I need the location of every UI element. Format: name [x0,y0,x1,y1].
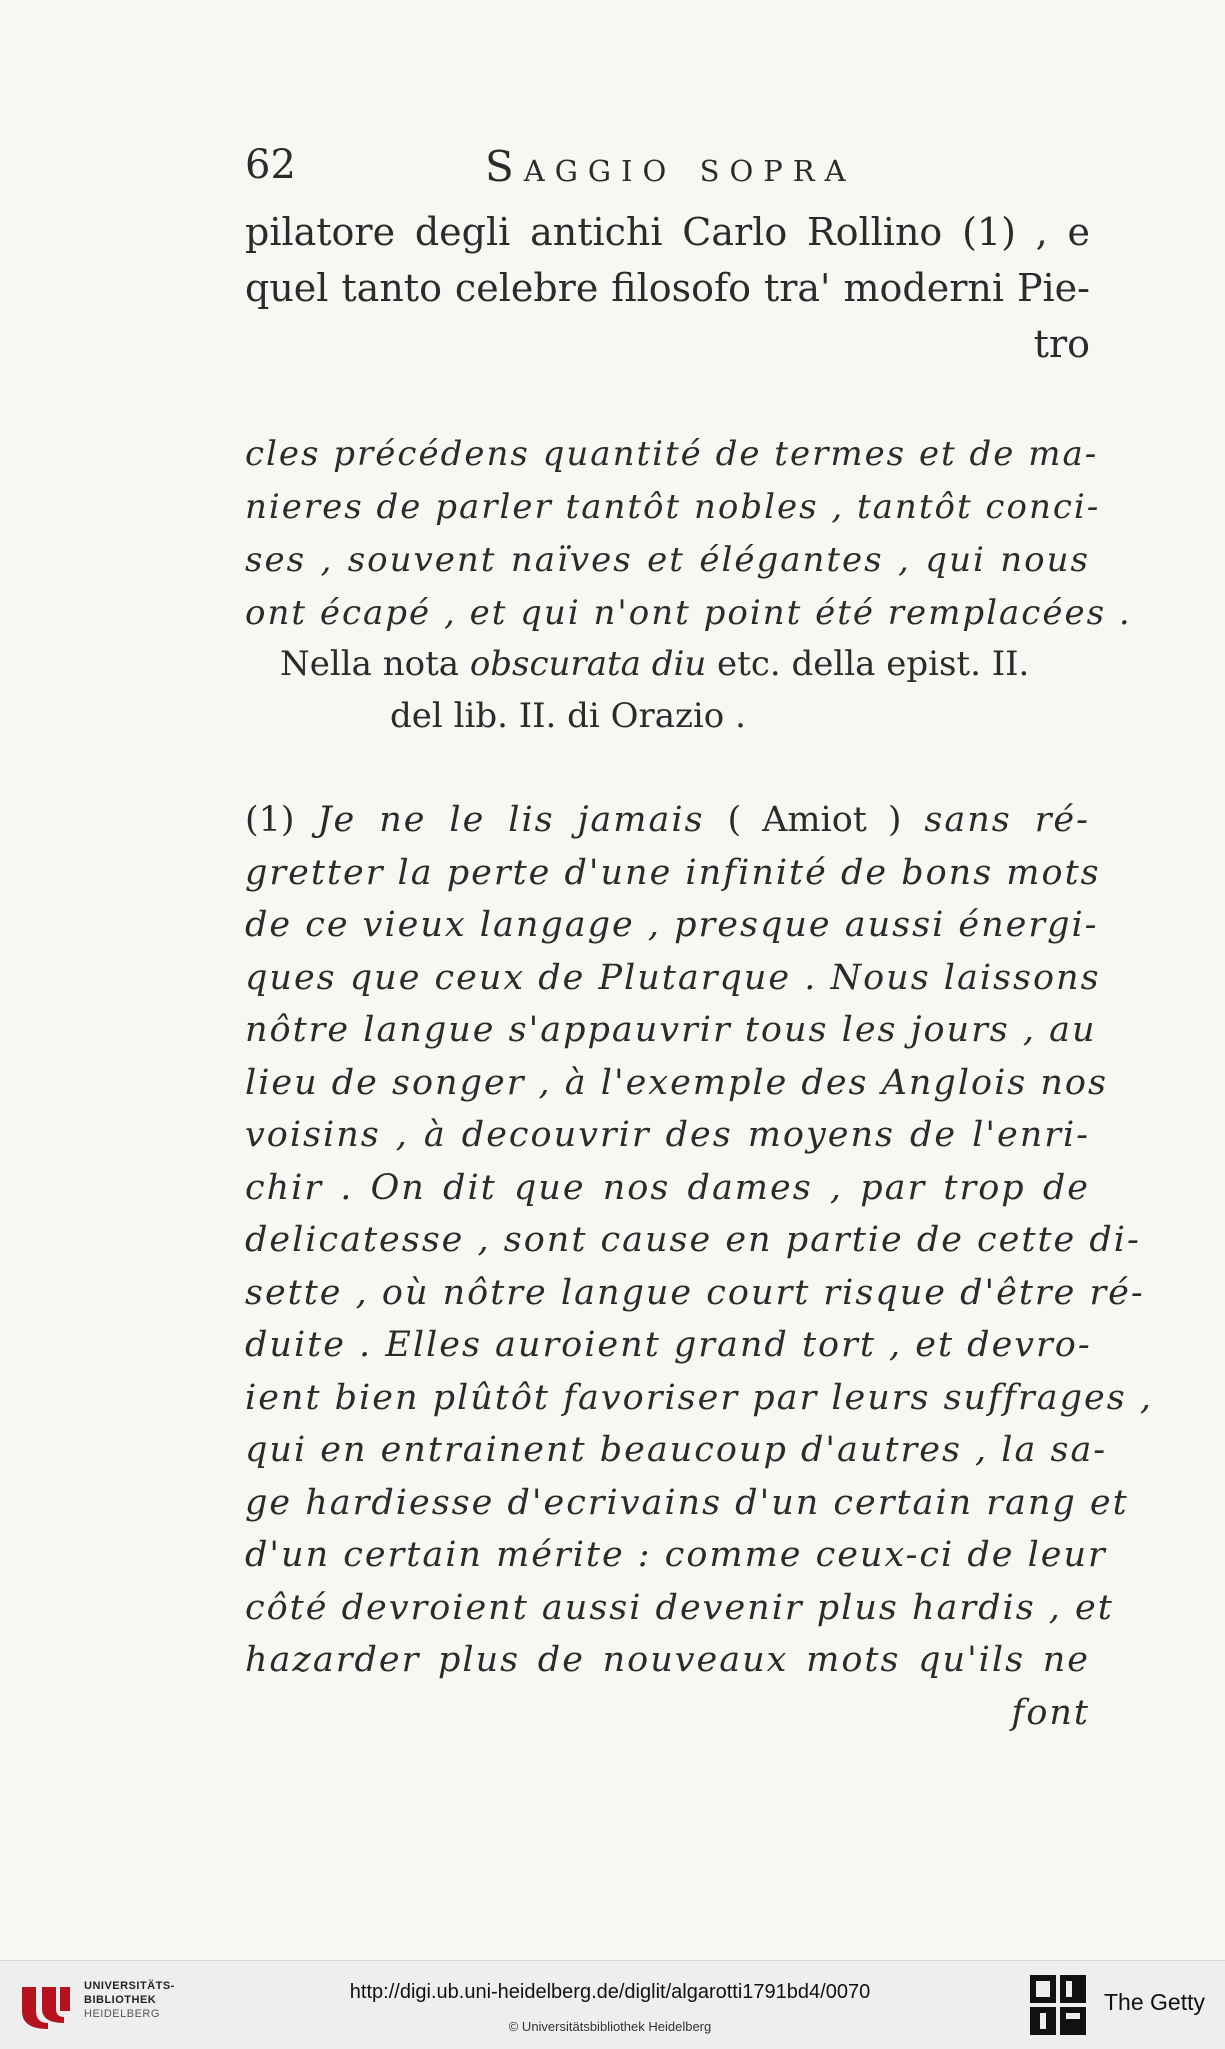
quote-line: nieres de parler tantôt nobles , tantôt conci- [245,487,1101,527]
library-name [84,1979,175,2021]
footnote-first-line [245,794,1090,847]
main-text-line: tro [1033,322,1090,366]
university-library-logo-icon [16,1981,76,2029]
footnote-line: sette , où nôtre langue court risque d'être ré- [245,1272,1145,1313]
note-reference-line: del lib. II. di Orazio . [390,696,746,736]
getty-logo-icon [1030,1975,1086,2035]
footnote-line: côté devroient aussi devenir plus hardis , et [245,1587,1114,1628]
note-reference-line [280,638,1090,690]
page-header [245,142,1085,198]
footnote-line: d'un certain mérite : comme ceux-ci de leur [245,1535,1107,1575]
footnote-line: de ce vieux langage , presque aussi énergi- [245,905,1099,945]
footnote-line: ge hardiesse d'ecrivains d'un certain rang et [245,1482,1129,1523]
footnote-line: ques que ceux de Plutarque . Nous laissons [245,957,1101,998]
library-name-line: UNIVERSITÄTS- [84,1980,175,1992]
footnote-text: ( Amiot ) [727,800,902,840]
quotation-block [245,428,1132,640]
footnote-marker: (1) [245,800,295,840]
main-text-line: pilatore degli antichi Carlo Rollino (1) , e [245,210,1090,254]
library-name-line: HEIDELBERG [84,2008,160,2020]
footnote-line: chir . On dit que nos dames , par trop de [245,1167,1090,1208]
page-number: 62 [245,142,296,188]
catchword: font [1011,1692,1090,1733]
footnote [245,794,1153,1739]
note-ref-italic: obscurata diu [469,644,707,684]
partner-name: The Getty [1104,1989,1205,2015]
quote-line: ont écapé , et qui n'ont point été remplacées . [245,593,1132,633]
footnote-text: sans ré- [924,800,1090,840]
permalink-url[interactable]: http://digi.ub.uni-heidelberg.de/diglit/algarotti1791bd4/0070 [349,1981,871,2003]
main-text [245,204,1090,372]
footnote-line: ient bien plûtôt favoriser par leurs suffrages , [245,1377,1153,1418]
footnote-line: nôtre langue s'appauvrir tous les jours , au [245,1010,1097,1050]
note-reference [280,638,1090,742]
footnote-line: lieu de songer , à l'exemple des Anglois nos [245,1062,1108,1103]
footnote-line: qui en entrainent beaucoup d'autres , la sa- [245,1430,1108,1470]
main-text-line: quel tanto celebre filosofo tra' moderni Pie- [245,266,1090,310]
footnote-line: hazarder plus de nouveaux mots qu'ils ne [245,1640,1090,1680]
quote-line: cles précédens quantité de termes et de ma- [245,434,1099,474]
footnote-line: gretter la perte d'une infinité de bons mots [245,852,1101,893]
footnote-line: duite . Elles auroient grand tort , et devro- [245,1325,1092,1365]
note-ref-text: etc. della epist. II. [706,644,1030,684]
running-title: Saggio sopra [485,142,856,191]
footnote-line: delicatesse , sont cause en partie de cette di- [245,1220,1141,1260]
quote-line: ses , souvent naïves et élégantes , qui nous [245,540,1090,580]
footnote-line: voisins , à decouvrir des moyens de l'enri- [245,1115,1090,1155]
viewer-footer [0,1960,1225,2049]
copyright-notice: © Universitätsbibliothek Heidelberg [508,2019,712,2034]
footnote-text: Je ne le lis jamais [317,800,705,840]
library-name-line: BIBLIOTHEK [84,1994,157,2006]
note-ref-text: Nella nota [280,644,470,684]
